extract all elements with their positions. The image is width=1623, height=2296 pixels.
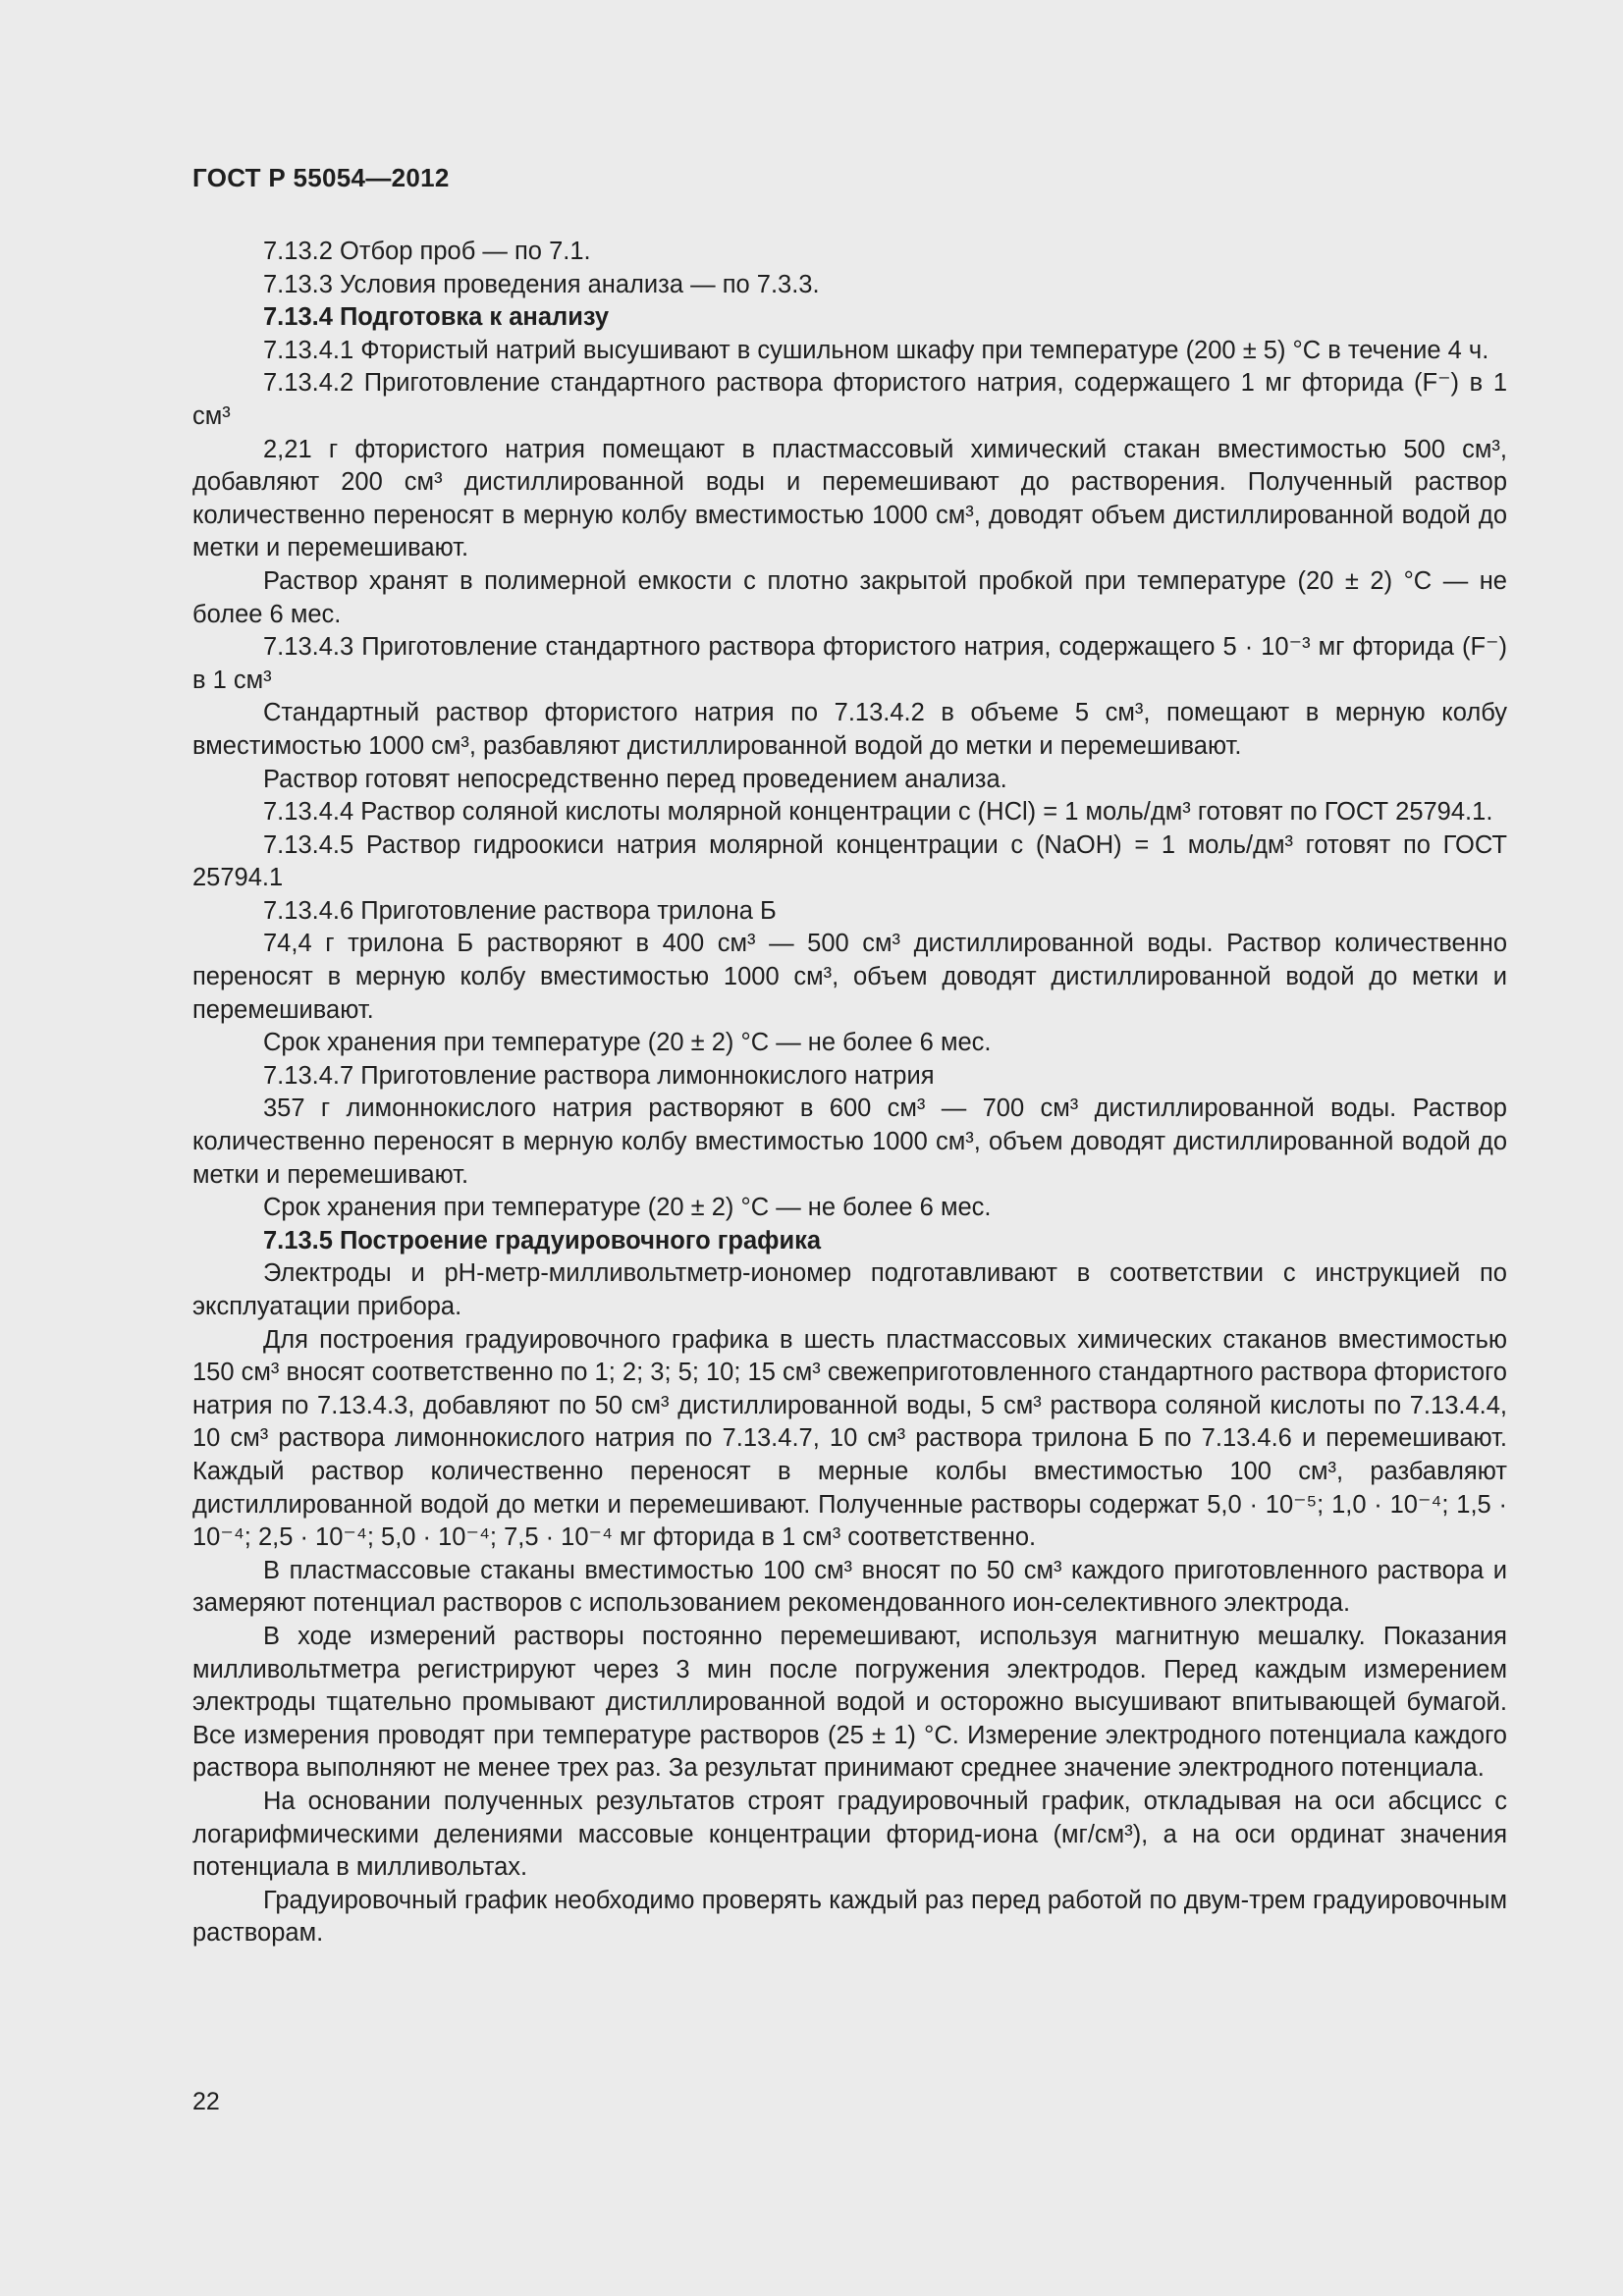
page-number: 22 (192, 2088, 220, 2115)
paragraph: 7.13.4.5 Раствор гидроокиси натрия молярной концентрации c (NaOH) = 1 моль/дм³ готовят по ГОСТ 25794.1 (192, 830, 1507, 892)
paragraph: Раствор готовят непосредственно перед проведением анализа. (263, 765, 1007, 793)
paragraph: Электроды и рН-метр-милливольтметр-иономер подготавливают в соответствии с инструкцией по эксплуатации прибора. (192, 1259, 1507, 1320)
paragraph: 74,4 г трилона Б растворяют в 400 см³ — 500 см³ дистиллированной воды. Раствор количественно переносят в мерную колбу вместимостью 1000 см³, объем доводят дистиллированной водой до метки и перемешивают. (192, 930, 1507, 1024)
paragraph: 7.13.4.2 Приготовление стандартного раствора фтористого натрия, содержащего 1 мг фторида (F⁻) в 1 см³ (192, 369, 1507, 430)
paragraph: В пластмассовые стаканы вместимостью 100 см³ вносят по 50 см³ каждого приготовленного раствора и замеряют потенциал растворов с использованием рекомендованного ион-селективного электрода. (192, 1556, 1507, 1618)
paragraph: 7.13.4.7 Приготовление раствора лимоннокислого натрия (263, 1061, 935, 1090)
paragraph: В ходе измерений растворы постоянно перемешивают, используя магнитную мешалку. Показания милливольтметра регистрируют через 3 мин после погружения электродов. Перед каждым измерением электроды тщательно промывают дистиллированной водой и осторожно высушивают впитывающей бумагой. Все измерения проводят при температуре растворов (25 ± 1) °С. Измерение электродного потенциала каждого раствора выполняют не менее трех раз. За результат принимают среднее значение электродного потенциала. (192, 1622, 1507, 1783)
paragraph: Раствор хранят в полимерной емкости с плотно закрытой пробкой при температуре (20 ± 2) °С — не более 6 мес. (192, 566, 1507, 628)
paragraph: Стандартный раствор фтористого натрия по 7.13.4.2 в объеме 5 см³, помещают в мерную колбу вместимостью 1000 см³, разбавляют дистиллированной водой до метки и перемешивают. (192, 699, 1507, 760)
paragraph: 2,21 г фтористого натрия помещают в пластмассовый химический стакан вместимостью 500 см³, добавляют 200 см³ дистиллированной воды и перемешивают до растворения. Полученный раствор количественно переносят в мерную колбу вместимостью 1000 см³, доводят объем дистиллированной водой до метки и перемешивают. (192, 435, 1507, 562)
paragraph: На основании полученных результатов строят градуировочный график, откладывая на оси абсцисс с логарифмическими делениями массовые концентрации фторид-иона (мг/см³), а на оси ординат значения потенциала в милливольтах. (192, 1787, 1507, 1882)
paragraph: 7.13.4.4 Раствор соляной кислоты молярной концентрации c (HCl) = 1 моль/дм³ готовят по ГОСТ 25794.1. (263, 798, 1493, 827)
paragraph: Срок хранения при температуре (20 ± 2) °С — не более 6 мес. (263, 1194, 992, 1222)
paragraph: Градуировочный график необходимо проверять каждый раз перед работой по двум-трем градуировочным растворам. (192, 1886, 1507, 1948)
paragraph: 357 г лимоннокислого натрия растворяют в 600 см³ — 700 см³ дистиллированной воды. Раствор количественно переносят в мерную колбу вместимостью 1000 см³, объем доводят дистиллированной водой до метки и перемешивают. (192, 1095, 1507, 1189)
section-heading: 7.13.5 Построение градуировочного графика (263, 1226, 822, 1255)
paragraph: Для построения градуировочного графика в шесть пластмассовых химических стаканов вместимостью 150 см³ вносят соответственно по 1; 2; 3; 5; 10; 15 см³ свежеприготовленного стандартного раствора фтористого натрия по 7.13.4.3, добавляют по 50 см³ дистиллированной воды, 5 см³ раствора соляной кислоты по 7.13.4.4, 10 см³ раствора лимоннокислого натрия по 7.13.4.7, 10 см³ раствора трилона Б по 7.13.4.6 и перемешивают. Каждый раствор количественно переносят в мерные колбы вместимостью 100 см³, разбавляют дистиллированной водой до метки и перемешивают. Полученные растворы содержат 5,0 · 10⁻⁵; 1,0 · 10⁻⁴; 1,5 · 10⁻⁴; 2,5 · 10⁻⁴; 5,0 · 10⁻⁴; 7,5 · 10⁻⁴ мг фторида в 1 см³ соответственно. (192, 1325, 1507, 1552)
paragraph: 7.13.2 Отбор проб — по 7.1. (263, 238, 591, 265)
document-header: ГОСТ Р 55054—2012 (192, 163, 450, 192)
body-text (192, 236, 1507, 1950)
section-heading: 7.13.4 Подготовка к анализу (263, 303, 610, 332)
paragraph: 7.13.4.3 Приготовление стандартного раствора фтористого натрия, содержащего 5 · 10⁻³ мг фторида (F⁻) в 1 см³ (192, 633, 1507, 694)
paragraph: 7.13.3 Условия проведения анализа — по 7.3.3. (263, 270, 820, 298)
paragraph: 7.13.4.6 Приготовление раствора трилона Б (263, 896, 777, 925)
paragraph: 7.13.4.1 Фтористый натрий высушивают в сушильном шкафу при температуре (200 ± 5) °С в течение 4 ч. (263, 336, 1489, 364)
paragraph: Срок хранения при температуре (20 ± 2) °С — не более 6 мес. (263, 1029, 992, 1057)
